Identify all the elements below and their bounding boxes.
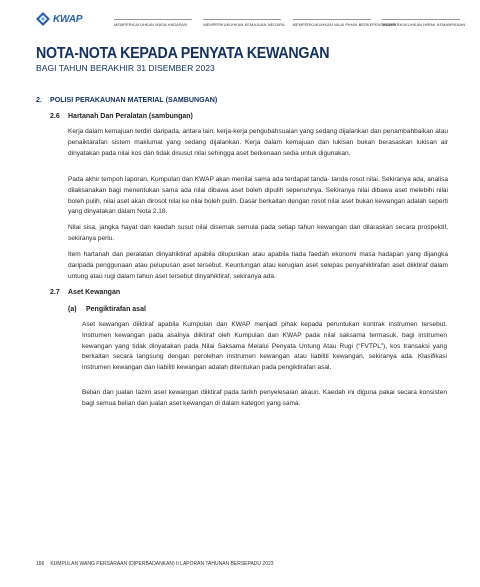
subsection-title: Aset Kewangan — [68, 289, 121, 296]
page-number: 156 — [36, 561, 45, 567]
section-title: POLISI PERAKAUNAN MATERIAL (SAMBUNGAN) — [50, 96, 218, 104]
paragraph: Aset kewangan diiktiraf apabila Kumpulan dan KWAP menjadi pihak kepada peruntukan kontrak instrumen tersebut. Instrumen kewangan pada asalnya diiktiraf oleh Kumpulan dan KWAP pada nilai saksama termasuk, bagi instrumen kewangan yang tidak dinyatakan pada Nilai Saksama Melalui Penyata Untung Atau Rugi (“FVTPL”), kos transaksi yang berkaitan secara langsung dengan perolehan instrumen kewangan atau liabiliti kewangan, sekiranya ada. Klasifikasi instrumen kewangan dan liabiliti kewangan adalah ditentukan pada pengiktirafan asal. — [82, 321, 447, 372]
section-heading — [36, 96, 217, 104]
nav-item-nilai-pihak[interactable]: MEMPERKUKUHKAN NILAI PIHAK BERKEPENTINGAN — [293, 19, 371, 27]
paragraph: Item hartanah dan peralatan dinyahiktiraf apabila dilupuskan atau apabila tiada faedah ekonomi masa hadapan yang dijangka daripada penggunaan atau pelupusan aset tersebut. Keuntungan atau kerugian aset selepas penyahiktirafan aset diiktiraf dalam untung atau rugi dalam tahun aset tersebut dinyahiktiraf, sekiranya ada. — [68, 251, 448, 280]
page-footer — [36, 561, 274, 567]
nav-item-impak-kemampanan[interactable]: MEMPERKUKUHKAN IMPAK KEMAMPANAN — [382, 19, 460, 27]
kwap-logo-icon — [36, 12, 50, 26]
subsection-title: Pengiktirafan asal — [86, 306, 146, 313]
paragraph: Belian dan jualan lazim aset kewangan diiktiraf pada tarikh penyelesaian akaun. Kaedah ini diguna pakai secara konsisten bagi semua belian dan jualan aset kewangan di dalam kategori yang sama. — [82, 389, 447, 407]
page-subtitle: BAGI TAHUN BERAKHIR 31 DISEMBER 2023 — [36, 63, 215, 73]
footer-text: KUMPULAN WANG PERSARAAN (DIPERBADANKAN) II LAPORAN TAHUNAN BERSEPADU 2023 — [50, 561, 274, 567]
subsection-a-heading — [68, 306, 146, 313]
paragraph: Nilai sisa, jangka hayat dan kaedah susut nilai disemak semula pada setiap tahun kewangan dan dilaraskan secara prospektif, sekiranya perlu. — [68, 224, 448, 242]
paragraph: Kerja dalam kemajuan terdiri daripada, antara lain, kerja-kerja pengubahsuaian yang sedang dijalankan dan penambahbaikan atau penaiktarafan sistem maklumat yang sedang dijalankan. Kerja dalam kemajuan dan lukisan bukan berasaskan lukisan air dinyatakan pada nilai kos dan tidak disusut nilai sehingga aset berkenaan sedia untuk digunakan. — [68, 128, 448, 157]
section-number: 2. — [36, 96, 42, 104]
subsection-title: Hartanah Dan Peralatan (sambungan) — [68, 113, 193, 120]
subsection-number: 2.6 — [50, 113, 60, 120]
page-title: NOTA-NOTA KEPADA PENYATA KEWANGAN — [36, 45, 330, 62]
paragraph: Pada akhir tempoh laporan, Kumpulan dan KWAP akan menilai sama ada terdapat tanda- tanda rosot nilai. Sekiranya ada, analisa dilaksanakan bagi menentukan sama ada nilai dibawa aset boleh dipulih sepenuhnya. Sekiranya nilai dibawa aset melebihi nilai boleh pulih, nilai aset akan dirosot nilai ke nilai boleh pulih. Dasar berkaitan dengan rosot nilai aset bukan kewangan adalah seperti yang dinyatakan dalam Nota 2.18. — [68, 176, 448, 216]
kwap-logo — [36, 12, 82, 26]
subsection-2-7-heading — [50, 289, 120, 296]
nav-item-masa-hadapan[interactable]: MEMPERKUKUHKAN MASA HADAPAN — [114, 19, 192, 27]
nav-item-kemajuan-negara[interactable]: MEMPERKUKUHKAN KEMAJUAN NEGARA — [203, 19, 281, 27]
top-navigation — [114, 19, 466, 27]
subsection-number: 2.7 — [50, 289, 60, 296]
subsection-label: (a) — [68, 306, 77, 313]
logo-text: KWAP — [53, 13, 83, 25]
subsection-2-6-heading — [50, 113, 193, 120]
